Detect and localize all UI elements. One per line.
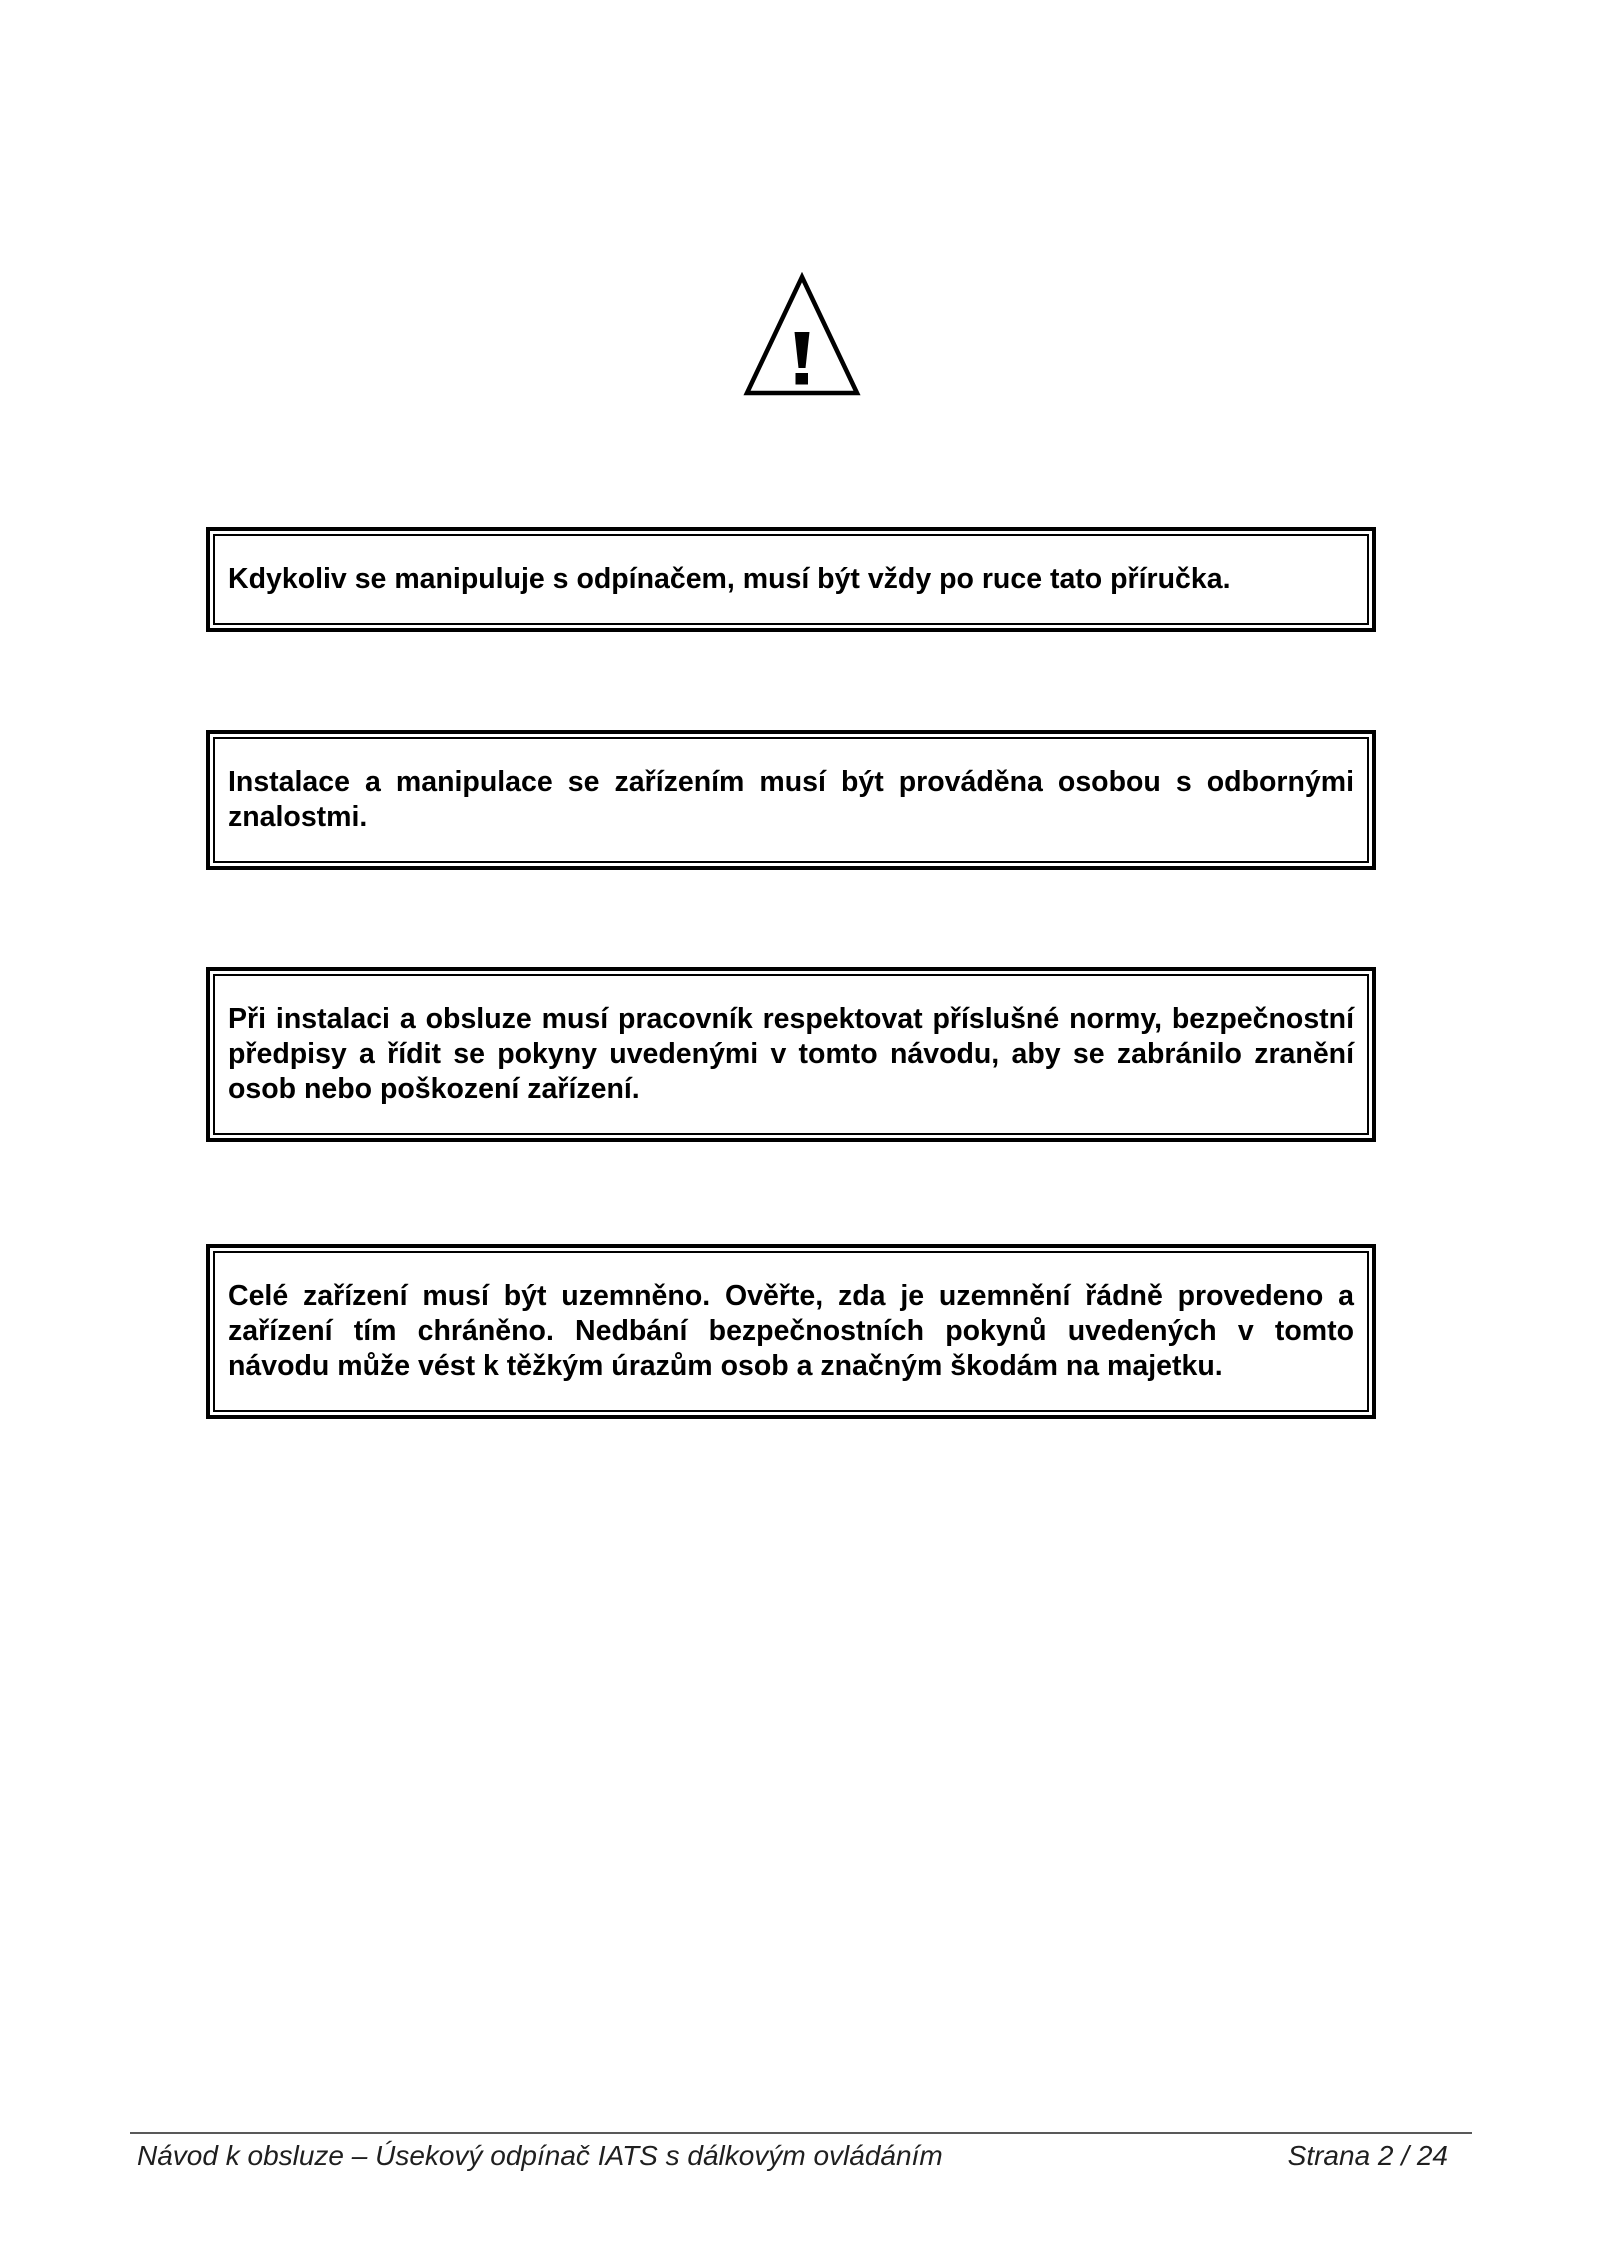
warning-box-handbook	[206, 527, 1376, 632]
footer-page-number: Strana 2 / 24	[1287, 2140, 1448, 2171]
warning-box-text: Kdykoliv se manipuluje s odpínačem, musí být vždy po ruce tato příručka.	[213, 534, 1369, 625]
warning-box-text: Celé zařízení musí být uzemněno. Ověřte, zda je uzemnění řádně provedeno a zařízení tím chráněno. Nedbání bezpečnostních pokynů uvedených v tomto návodu může vést k těžkým úrazům osob a značným škodám na majetku.	[213, 1251, 1369, 1412]
warning-box-text: Instalace a manipulace se zařízením musí být prováděna osobou s odbornými znalostmi.	[213, 737, 1369, 863]
warning-box-grounding	[206, 1244, 1376, 1419]
warning-box-safety-rules	[206, 967, 1376, 1142]
footer-document-title: Návod k obsluze – Úsekový odpínač IATS s dálkovým ovládáním	[137, 2140, 943, 2171]
footer	[137, 2139, 1448, 2173]
footer-divider	[130, 2132, 1472, 2134]
warning-box-text: Při instalaci a obsluze musí pracovník respektovat příslušné normy, bezpečnostní předpisy a řídit se pokyny uvedenými v tomto návodu, aby se zabránilo zranění osob nebo poškození zařízení.	[213, 974, 1369, 1135]
warning-triangle-icon	[742, 272, 862, 396]
warning-box-qualified-person	[206, 730, 1376, 870]
